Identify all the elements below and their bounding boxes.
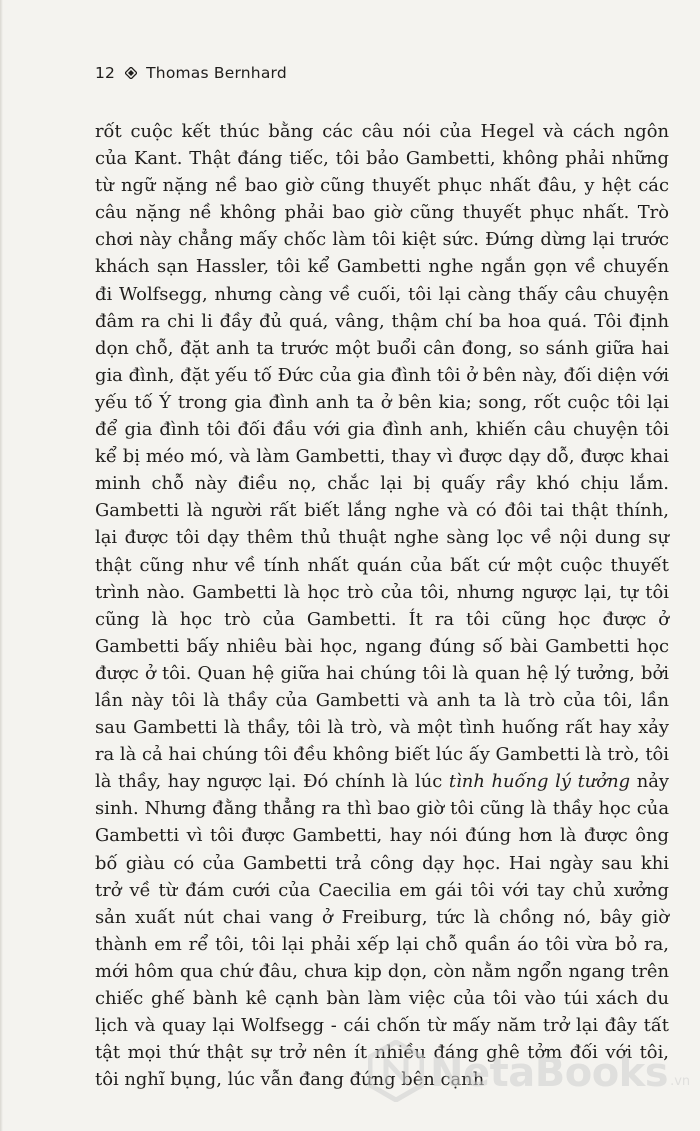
- diamond-ornament-icon: [125, 67, 137, 79]
- paragraph-text: [95, 118, 669, 1093]
- text-segment-2: nảy sinh. Nhưng đằng thẳng ra thì bao giờ tôi cũng là thầy học của Gambetti vì tôi được Gambetti, hay nói đúng hơn là được ông bố giàu có của Gambetti trả công dạy học. Hai ngày sau khi trở về từ đám cưới của Caecilia em gái tôi với tay chủ xưởng sản xuất nút chai vang ở Freiburg, tức là chồng nó, bây giờ thành em rể tôi, tôi lại phải xếp lại chỗ quần áo tôi vừa bỏ ra, mới hôm qua chứ đâu, chưa kịp dọn, còn nằm ngổn ngang trên chiếc ghế bành kê cạnh bàn làm việc của tôi vào túi xách du lịch và quay lại Wolfsegg - cái chốn từ mấy năm trở lại đây tất tật mọi thứ thật sự trở nên ít nhiều đáng ghê tởm đối với tôi, tôi nghĩ bụng, lúc vẫn đang đứng bên cạnh: [95, 771, 670, 1091]
- watermark-suffix: .vn: [670, 1073, 691, 1089]
- author-name: Thomas Bernhard: [146, 64, 287, 82]
- page-number: 12: [95, 64, 116, 82]
- watermark-brand: NetaBooks: [430, 1050, 669, 1096]
- netabooks-logo-icon: [368, 1040, 424, 1106]
- running-header: [95, 64, 287, 82]
- page-edge-shadow: [0, 0, 3, 1131]
- body-paragraph: [95, 118, 669, 1093]
- publisher-watermark: [368, 1040, 690, 1106]
- text-segment-1: rốt cuộc kết thúc bằng các câu nói của Hegel và cách ngôn của Kant. Thật đáng tiếc, tôi bảo Gambetti, không phải những từ ngữ nặng nề bao giờ cũng thuyết phục nhất đâu, y hệt các câu nặng nề không phải bao giờ cũng thuyết phục nhất. Trò chơi này chẳng mấy chốc làm tôi kiệt sức. Đứng dừng lại trước khách sạn Hassler, tôi kể Gambetti nghe ngắn gọn về chuyến đi Wolfsegg, nhưng càng về cuối, tôi lại càng thấy câu chuyện đâm ra chi li đầy đủ quá, vâng, thậm chí ba hoa quá. Tôi định dọn chỗ, đặt anh ta trước một buổi cân đong, so sánh giữa hai gia đình, đặt yếu tố Đức của gia đình tôi ở bên này, đối diện với yếu tố Ý trong gia đình anh ta ở bên kia; song, rốt cuộc tôi lại để gia đình tôi đối đầu với gia đình anh, khiến câu chuyện tôi kể bị méo mó, và làm Gambetti, thay vì được dạy dỗ, được khai minh chỗ này điều nọ, chắc lại bị quấy rầy khó chịu lắm. Gambetti là người rất biết lắng nghe và có đôi tai thật thính, lại được tôi dạy thêm thủ thuật nghe sàng lọc về nội dung sự thật cũng như về tính nhất quán của bất cứ một cuộc thuyết trình nào. Gambetti là học trò của tôi, nhưng ngược lại, tự tôi cũng là học trò của Gambetti. Ít ra tôi cũng học được ở Gambetti bấy nhiêu bài học, ngang đúng số bài Gambetti học được ở tôi. Quan hệ giữa hai chúng tôi là quan hệ lý tưởng, bởi lần này tôi là thầy của Gambetti và anh ta là trò của tôi, lần sau Gambetti là thầy, tôi là trò, và một tình huống rất hay xảy ra là cả hai chúng tôi đều không biết lúc ấy Gambetti là trò, tôi là thầy, hay ngược lại. Đó chính là lúc: [95, 121, 669, 793]
- italic-phrase: tình huống lý tưởng: [448, 771, 631, 793]
